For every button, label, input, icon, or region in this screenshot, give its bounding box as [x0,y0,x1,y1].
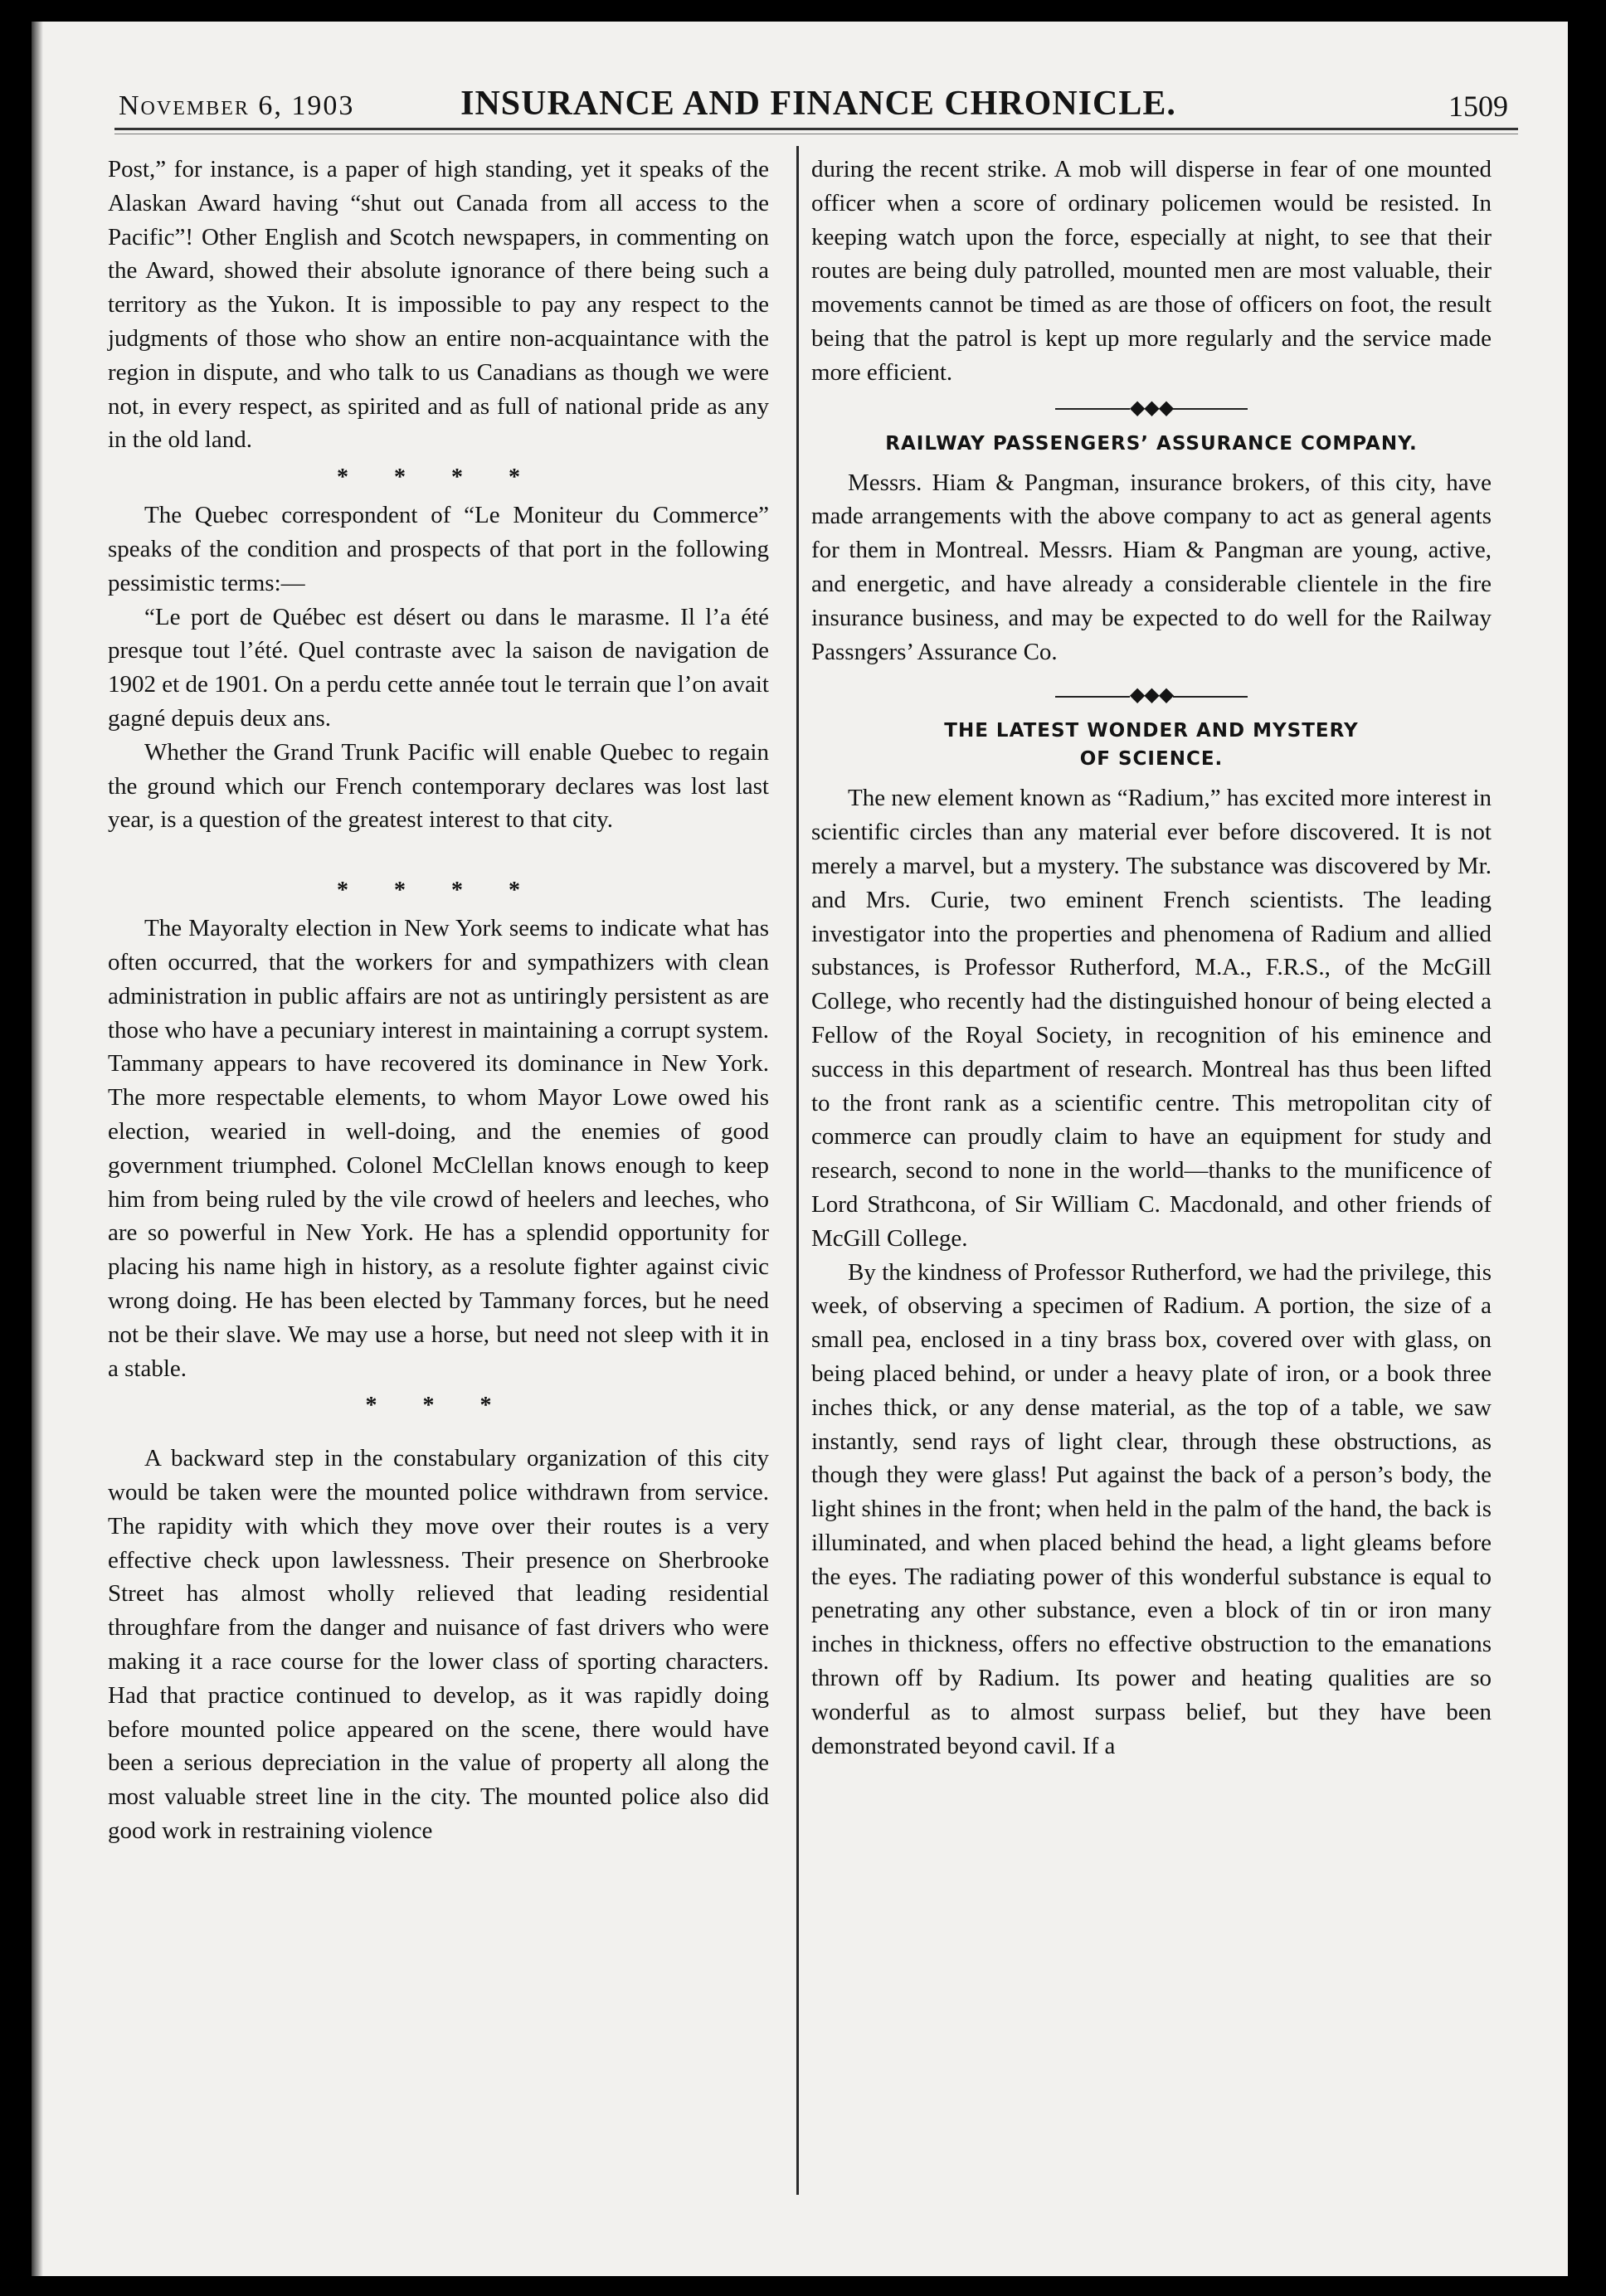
newspaper-page [32,22,1568,2276]
ornamental-divider: ◆◆◆ [811,390,1492,426]
article-paragraph: Post,” for instance, is a paper of high standing, yet it speaks of the Alaskan Award having “shut out Canada from all access to the Pacific”! Other English and Scotch newspapers, in commenting on the Award, showed their absolute ignorance of there being such a territory as the Yukon. It is impossible to pay any respect to the judgments of those who show an entire non-acquaintance with the region in dispute, and who talk to us Canadians as though we were not, in every respect, as spirited and as full of national pride as any in the old land. [108,156,769,454]
issue-date: November 6, 1903 [119,90,355,121]
article-paragraph: A backward step in the constabulary organization of this city would be taken were the mounted police withdrawn from service. The rapidity with which they move over their routes is a very effective check upon lawlessness. Their presence on Sherbrooke Street has almost wholly relieved that leading residential throughfare from the danger and nuisance of fast drivers who were making it a race course for the lower class of sporting characters. Had that practice continued to develop, as it was rapidly doing before mounted police appeared on the scene, there would have been a serious depreciation in the value of property all along the most valuable street line in the city. The mounted police also did good work in restraining violence [108,1445,769,1845]
article-paragraph: The Quebec correspondent of “Le Moniteur du Commerce” speaks of the condition and prospects of that port in the following pessimistic terms:— [108,502,769,596]
column-divider [796,146,799,2195]
section-separator: * * * * [337,878,540,904]
section-separator: * * * [365,1393,512,1419]
article-paragraph: The Mayoralty election in New York seems to indicate what has often occurred, that the workers for and sympathizers with clean administration in public affairs are not as untiringly persistent as are those who have a pecuniary interest in maintaining a corrupt system. Tammany appears to have recovered its dominance in New York. The more respectable elements, to whom Mayor Lowe owed his election, wearied in well-doing, and the enemies of good government triumphed. Colonel McClellan knows enough to keep him from being ruled by the vile crowd of heelers and leeches, who are so powerful in New York. He has a splendid opportunity for placing his name high in history, as a resolute fighter against civic wrong doing. He has been elected by Tammany forces, but he need not be their slave. We may use a horse, but need not sleep with it in a stable. [108,915,769,1382]
article-paragraph: By the kindness of Professor Rutherford, we had the privilege, this week, of observing a specimen of Radium. A portion, the size of a small pea, enclosed in a tiny brass box, covered over with glass, on being placed behind, or under a heavy plate of iron, or a book three inches thick, or any dense material, as the top of a table, we saw instantly, send rays of light clear, through these obstructions, as though they were glass! Put against the back of a person’s body, the light shines in the front; when held in the palm of the hand, the back is illuminated, and when placed behind the head, a light gleams before the eyes. The radiating power of this wonderful substance is equal to penetrating any other substance, even a block of tin or iron many inches in thickness, offers no effective obstruction to the emanations thrown off by Radium. Its power and heating qualities are so wonderful as to almost surpass belief, but they have been demonstrated beyond cavil. If a [811,1258,1492,1759]
heading-line: OF SCIENCE. [1079,748,1224,771]
article-heading: RAILWAY PASSENGERS’ ASSURANCE COMPANY. [885,432,1418,455]
heading-line: THE LATEST WONDER AND MYSTERY [944,720,1359,742]
right-column [811,153,1492,1763]
publication-title: INSURANCE AND FINANCE CHRONICLE. [460,85,1176,123]
ornamental-divider: ◆◆◆ [811,677,1492,713]
article-paragraph: “Le port de Québec est désert ou dans le marasme. Il l’a été presque tout l’été. Quel contraste avec la saison de navigation de 1902 et de 1901. On a perdu cette année tout le terrain que l’on avait gagné depuis deux ans. [108,603,769,732]
section-separator: * * * * [337,465,540,491]
article-heading [811,717,1492,773]
page-header [119,67,1518,125]
article-paragraph: during the recent strike. A mob will disperse in fear of one mounted officer when a score of ordinary policemen would be resisted. In keeping watch upon the force, especially at night, to see that their routes are being duly patrolled, mounted men are most valuable, their movements cannot be timed as are those of officers on foot, the result being that the patrol is kept up more regularly and the service made more efficient. [811,156,1492,386]
header-rule [114,128,1518,134]
article-paragraph: The new element known as “Radium,” has excited more interest in scientific circles than any material ever before discovered. It is not merely a marvel, but a mystery. The substance was discovered by Mr. and Mrs. Curie, two eminent French scientists. The leading investigator into the properties and phenomena of Radium and allied substances, is Professor Rutherford, M.A., F.R.S., of the McGill College, who recently had the distinguished honour of being elected a Fellow of the Royal Society, in recognition of his eminence and success in this department of research. Montreal has thus been lifted to the front rank as a scientific centre. This metropolitan city of commerce can proudly claim to have an equipment for study and research, second to none in the world—thanks to the munificence of Lord Strathcona, of Sir William C. Macdonald, and other friends of McGill College. [811,785,1492,1252]
page-number: 1509 [1448,90,1508,123]
article-paragraph: Whether the Grand Trunk Pacific will enable Quebec to regain the ground which our French contemporary declares was lost last year, is a question of the greatest interest to that city. [108,738,769,834]
left-column [108,153,769,1848]
article-paragraph: Messrs. Hiam & Pangman, insurance brokers, of this city, have made arrangements with the above company to act as general agents for them in Montreal. Messrs. Hiam & Pangman are young, active, and energetic, and have already a considerable clientele in the fire insurance business, and may be expected to do well for the Railway Passngers’ Assurance Co. [811,469,1492,665]
